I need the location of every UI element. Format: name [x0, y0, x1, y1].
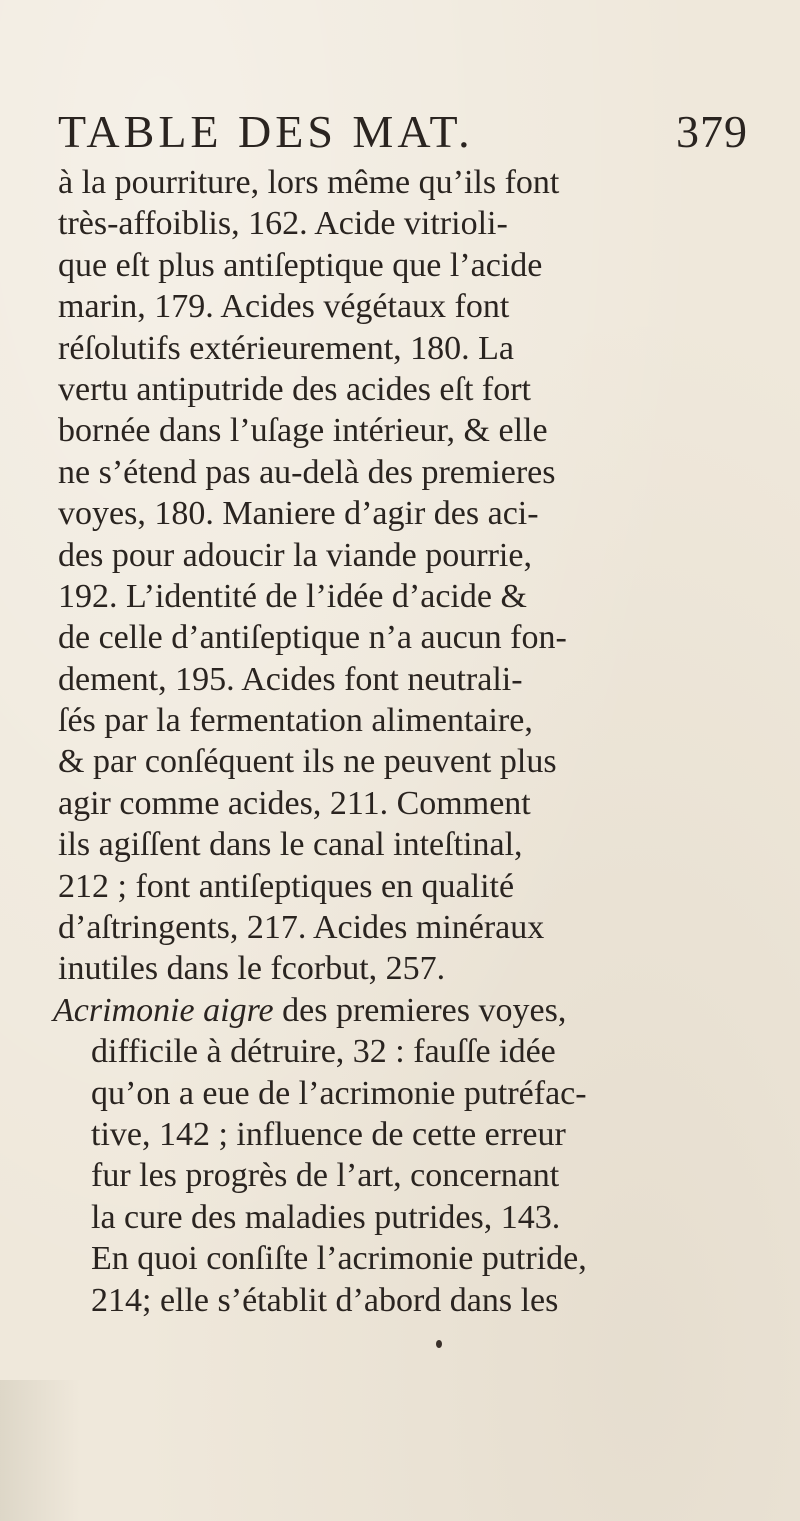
text-line: très-affoiblis, 162. Acide vitrioli-: [58, 205, 508, 243]
text-line: que eſt plus antiſeptique que l’acide: [58, 246, 543, 284]
text-line: 212 ; font antiſeptiques en qualité: [58, 867, 515, 905]
text-line: dement, 195. Acides font neutrali-: [58, 660, 523, 698]
text-line: inutiles dans le fcorbut, 257.: [58, 950, 446, 988]
text-line: voyes, 180. Maniere d’agir des aci-: [58, 495, 539, 533]
entry-heading: Acrimonie aigre: [53, 991, 274, 1029]
text-line: réſolutifs extérieurement, 180. La: [58, 329, 514, 367]
text-line: vertu antiputride des acides eſt fort: [58, 370, 531, 408]
text-line: 192. L’identité de l’idée d’acide &: [58, 577, 527, 615]
entry-heading-line: [53, 990, 758, 1031]
text-line: à la pourriture, lors même qu’ils font: [58, 164, 560, 201]
text-line: En quoi conſiſte l’acrimonie putride,: [91, 1240, 587, 1278]
text-line: difficile à détruire, 32 : fauſſe idée: [91, 1033, 556, 1071]
running-head-title: TABLE DES MAT.: [58, 106, 474, 157]
text-line: marin, 179. Acides végétaux font: [58, 288, 510, 326]
text-line: la cure des maladies putrides, 143.: [91, 1198, 561, 1236]
page-number: 379: [676, 106, 748, 157]
text-line: ne s’étend pas au-delà des premieres: [58, 453, 556, 491]
entry-heading-rest: des premieres voyes,: [273, 991, 567, 1029]
text-line: des pour adoucir la viande pourrie,: [58, 536, 532, 574]
index-text: [53, 162, 758, 1321]
running-head: [58, 104, 748, 160]
text-line: ſés par la fermentation alimentaire,: [58, 702, 533, 740]
paper-stain: [0, 1380, 80, 1521]
text-line: qu’on a eue de l’acrimonie putréfac-: [91, 1074, 587, 1112]
text-line: d’aſtringents, 217. Acides minéraux: [58, 909, 545, 947]
text-line: agir comme acides, 211. Comment: [58, 784, 531, 822]
text-line: bornée dans l’uſage intérieur, & elle: [58, 412, 548, 450]
text-line: tive, 142 ; influence de cette erreur: [91, 1115, 566, 1153]
text-line: de celle d’antiſeptique n’a aucun fon-: [58, 619, 567, 657]
text-line: fur les progrès de l’art, concernant: [91, 1157, 560, 1195]
text-line: & par conſéquent ils ne peuvent plus: [58, 743, 557, 781]
ink-speck: [436, 1340, 442, 1348]
text-line: 214; elle s’établit d’abord dans les: [91, 1281, 559, 1319]
text-line: ils agiſſent dans le canal inteſtinal,: [58, 826, 523, 864]
